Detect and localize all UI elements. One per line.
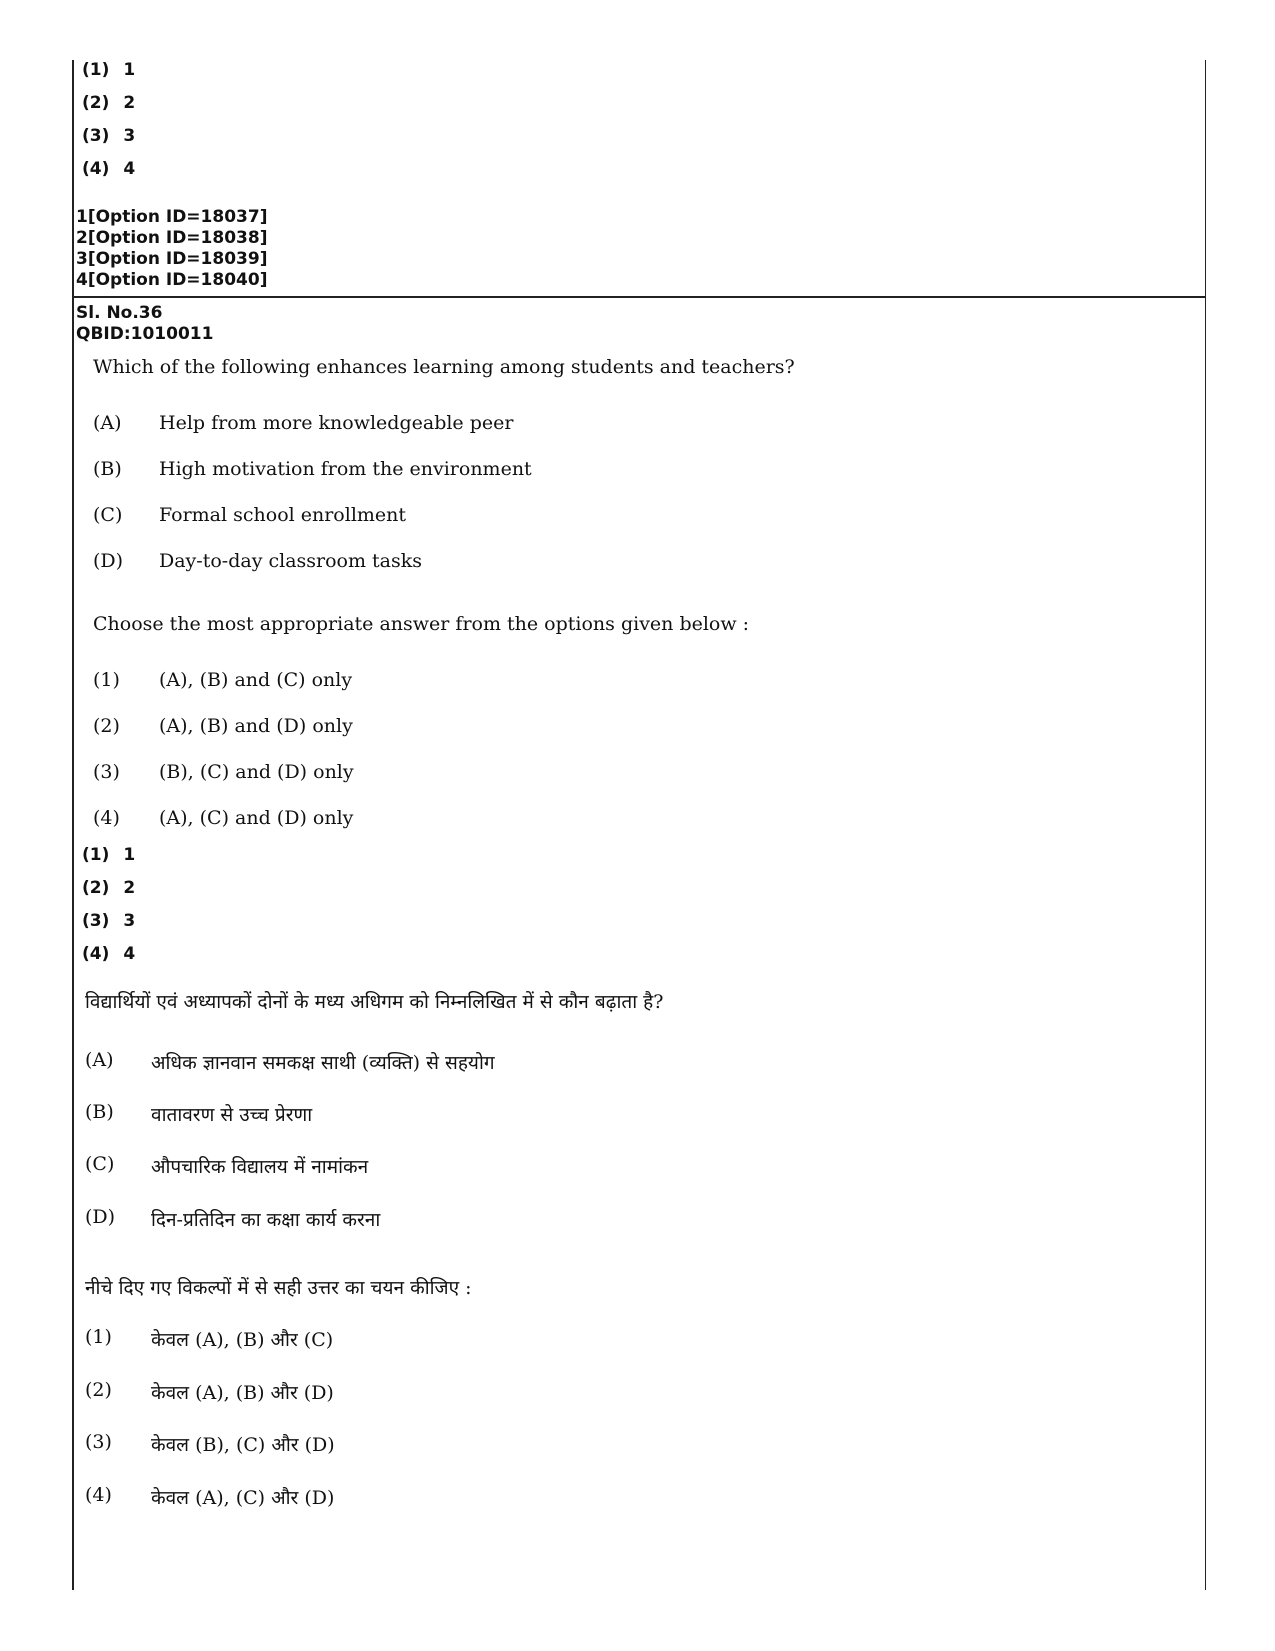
- choice-en-2: (2) (A), (B) and (D) only: [93, 715, 353, 737]
- statement-en-d: (D) Day-to-day classroom tasks: [93, 550, 423, 572]
- prev-option-3: (3) 3: [82, 126, 136, 146]
- option-id-1: 1[Option ID=18037]: [76, 207, 268, 227]
- serial-number: Sl. No.36: [76, 303, 163, 323]
- answer-option-1: (1) 1: [82, 845, 136, 865]
- choice-hi-3: (3) केवल (B), (C) और (D): [85, 1431, 335, 1456]
- option-id-3: 3[Option ID=18039]: [76, 249, 268, 269]
- prev-option-2: (2) 2: [82, 93, 136, 113]
- choice-hi-2: (2) केवल (A), (B) और (D): [85, 1379, 334, 1404]
- prev-option-1: (1) 1: [82, 60, 136, 80]
- choice-en-4: (4) (A), (C) and (D) only: [93, 807, 354, 829]
- statement-hi-c: (C) औपचारिक विद्यालय में नामांकन: [85, 1153, 369, 1178]
- prev-option-4: (4) 4: [82, 159, 136, 179]
- frame-right-border: [1205, 60, 1207, 1590]
- choice-en-3: (3) (B), (C) and (D) only: [93, 761, 354, 783]
- option-id-2: 2[Option ID=18038]: [76, 228, 268, 248]
- statement-en-b: (B) High motivation from the environment: [93, 458, 532, 480]
- qbid: QBID:1010011: [76, 324, 214, 344]
- answer-option-2: (2) 2: [82, 878, 136, 898]
- choice-en-1: (1) (A), (B) and (C) only: [93, 669, 353, 691]
- option-id-4: 4[Option ID=18040]: [76, 270, 268, 290]
- choice-hi-4: (4) केवल (A), (C) और (D): [85, 1484, 335, 1509]
- statement-hi-b: (B) वातावरण से उच्च प्रेरणा: [85, 1101, 313, 1126]
- statement-en-a: (A) Help from more knowledgeable peer: [93, 412, 514, 434]
- question-text-hi: विद्यार्थियों एवं अध्यापकों दोनों के मध्य अधिगम को निम्नलिखित में से कौन बढ़ाता है?: [85, 991, 664, 1013]
- frame-left-border: [72, 60, 74, 1590]
- instruction-hi: नीचे दिए गए विकल्पों में से सही उत्तर का चयन कीजिए :: [85, 1277, 472, 1299]
- choice-hi-1: (1) केवल (A), (B) और (C): [85, 1326, 334, 1351]
- question-text-en: Which of the following enhances learning among students and teachers?: [93, 356, 795, 378]
- instruction-en: Choose the most appropriate answer from the options given below :: [93, 613, 750, 635]
- statement-hi-a: (A) अधिक ज्ञानवान समकक्ष साथी (व्यक्ति) से सहयोग: [85, 1049, 495, 1074]
- statement-hi-d: (D) दिन-प्रतिदिन का कक्षा कार्य करना: [85, 1206, 381, 1231]
- answer-option-4: (4) 4: [82, 944, 136, 964]
- answer-option-3: (3) 3: [82, 911, 136, 931]
- statement-en-c: (C) Formal school enrollment: [93, 504, 407, 526]
- question-divider: [72, 296, 1206, 298]
